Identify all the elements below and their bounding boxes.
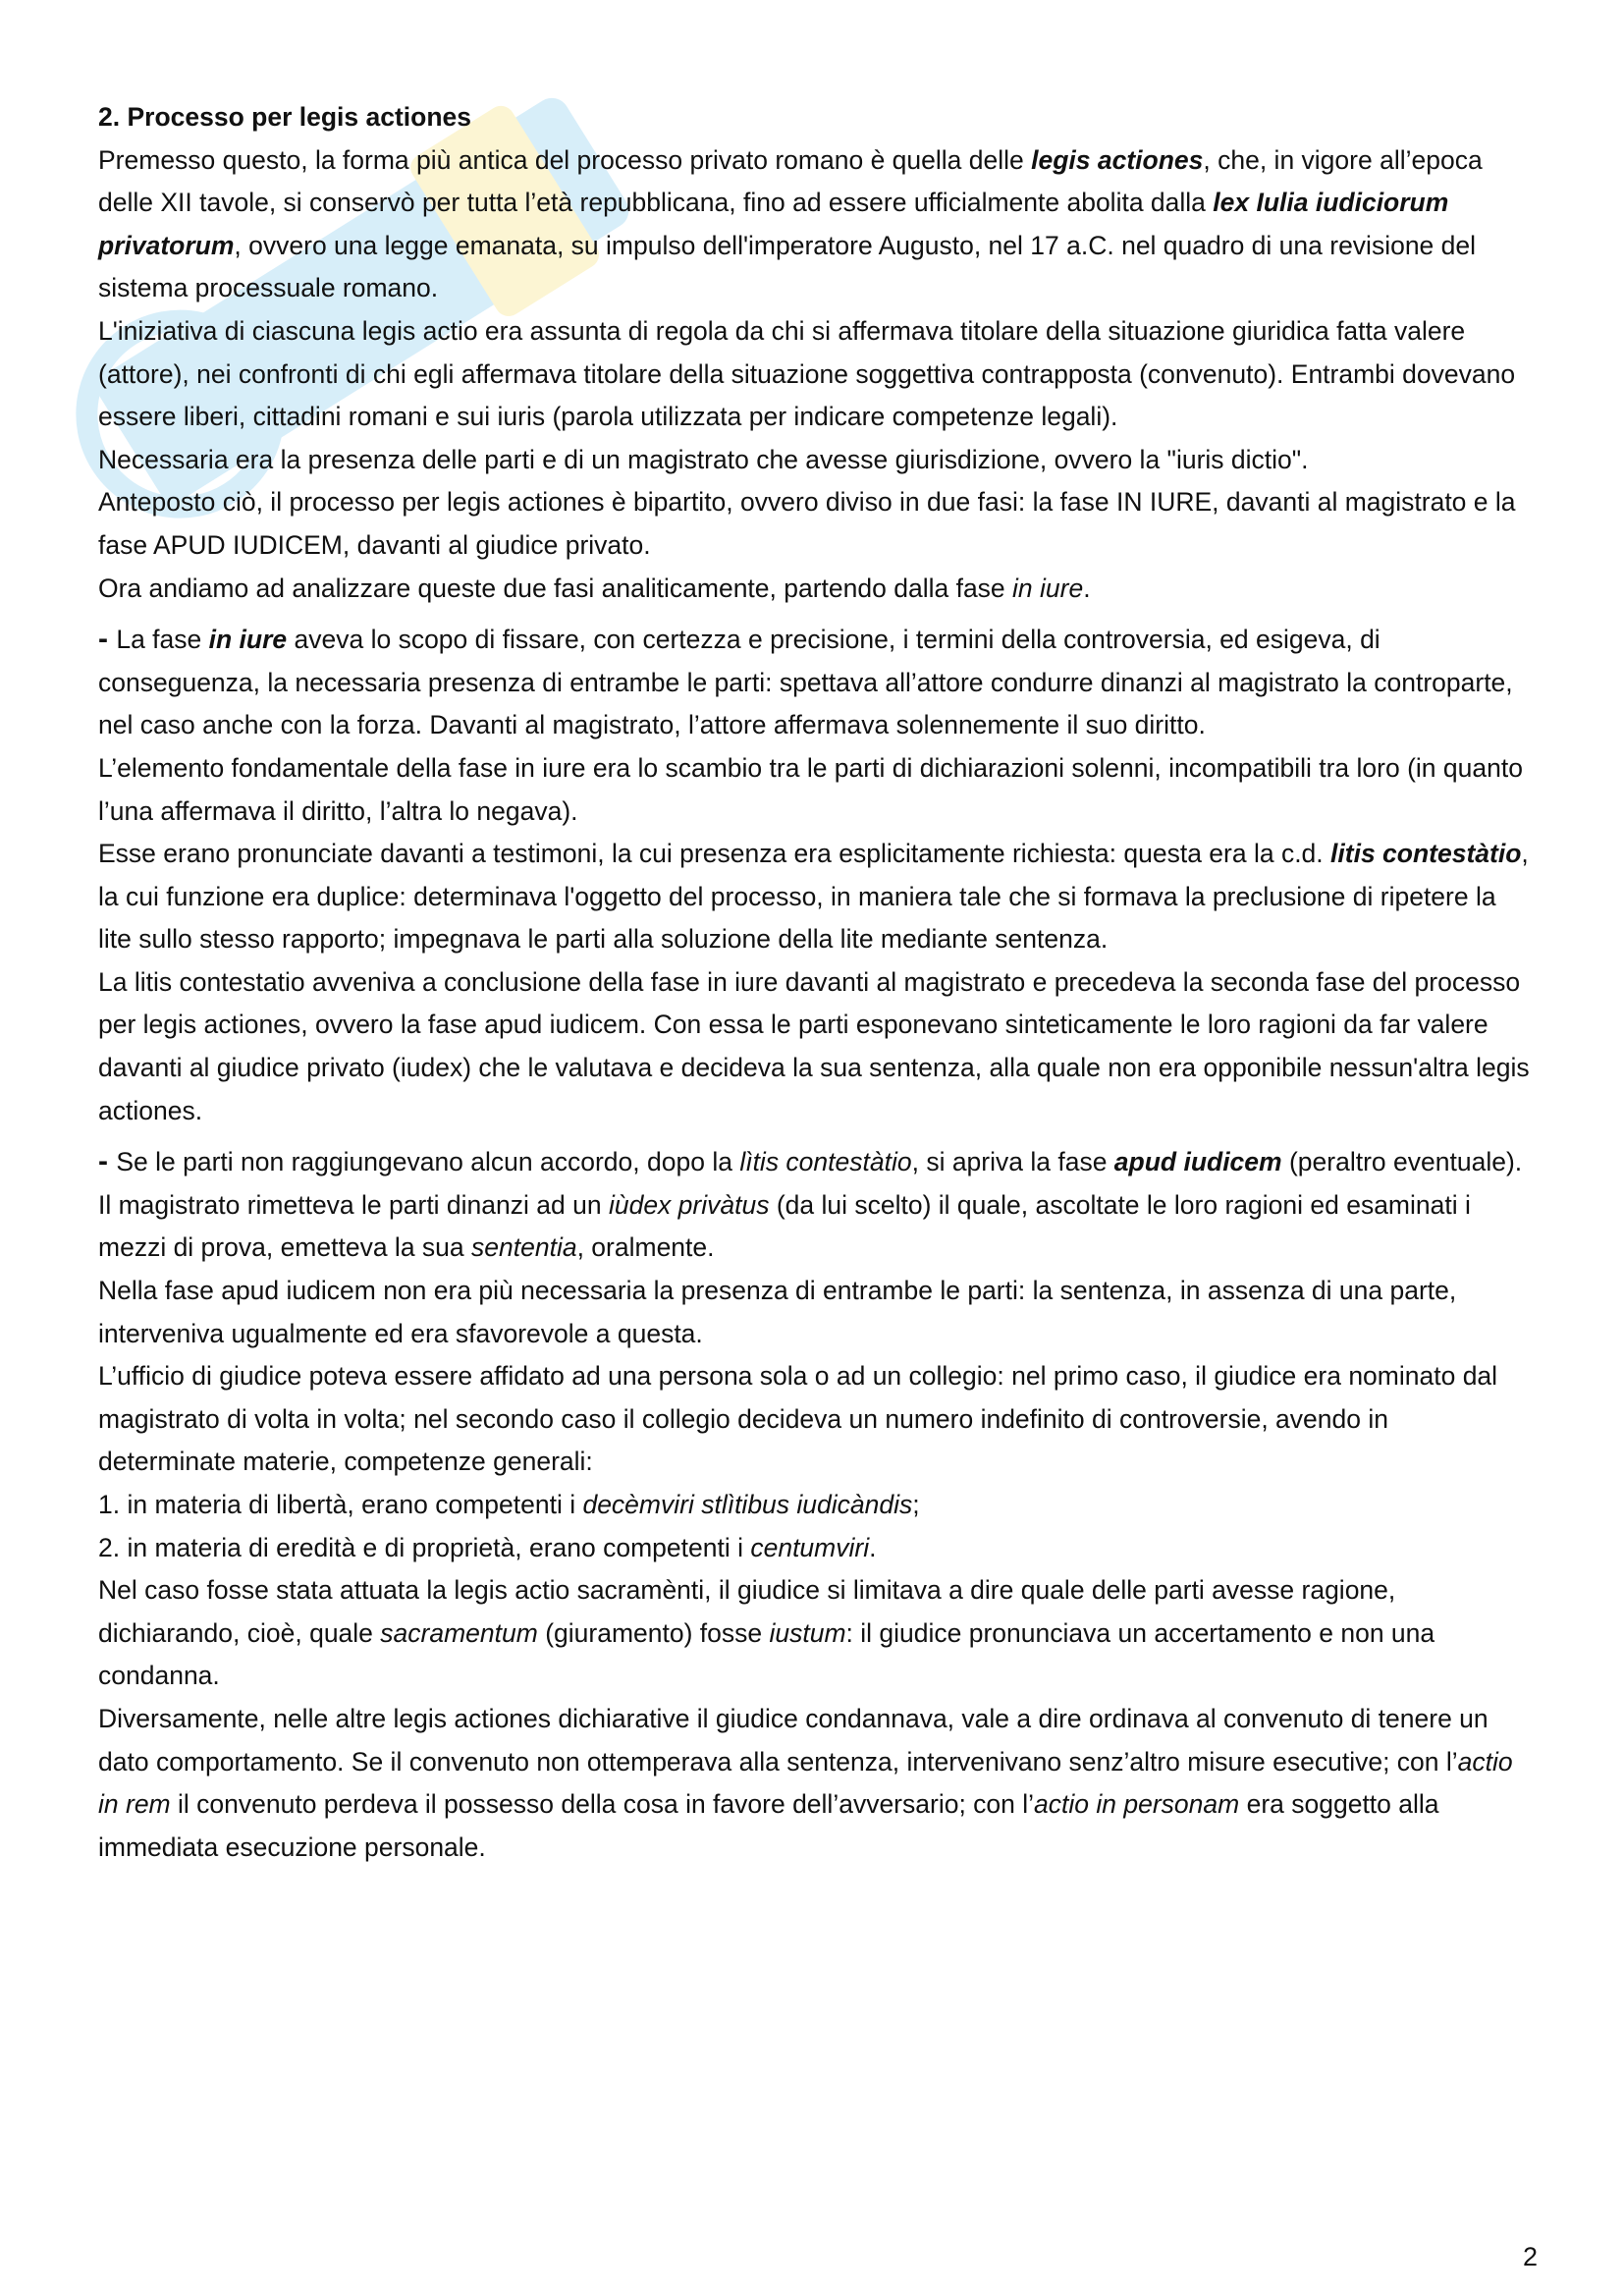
- text-run: (giuramento) fosse: [537, 1617, 770, 1648]
- emphasis-term: in iure: [208, 625, 288, 655]
- text-run: Ora andiamo ad analizzare queste due fasi analiticamente, partendo dalla fase: [98, 573, 1013, 603]
- text-run: Se le parti non raggiungevano alcun accordo, dopo la: [116, 1147, 740, 1177]
- text-run: , la cui funzione era duplice: determinava l'oggetto del processo, in maniera tale che si formava la preclusione di ripetere la lite sullo stesso rapporto; impegnava le parti alla soluzione della lite mediante sentenza.: [98, 839, 1529, 955]
- text-run: , ovvero una legge emanata, su impulso dell'imperatore Augusto, nel 17 a.C. nel quadro di una revisione del sistema processuale romano.: [98, 230, 1477, 303]
- section-heading: 2. Processo per legis actiones: [98, 102, 472, 132]
- emphasis-term: legis actiones: [1031, 144, 1204, 175]
- paragraph: [98, 1698, 1532, 1869]
- page-number: 2: [1522, 2242, 1538, 2271]
- paragraph: [98, 481, 1532, 567]
- text-run: La fase: [116, 625, 209, 655]
- bullet-paragraph: [98, 618, 1532, 747]
- text-run: (da lui scelto) il quale, ascoltate le loro ragioni ed esaminati i mezzi di prova, emetteva la sua: [98, 1189, 1471, 1263]
- text-run: : il giudice pronunciava un accertamento e non una condanna.: [98, 1617, 1435, 1691]
- italic-term: sacramentum: [380, 1617, 538, 1648]
- text-run: 1. in materia di libertà, erano competenti i: [98, 1490, 583, 1519]
- italic-term: centumviri: [750, 1532, 870, 1562]
- list-item: [98, 1484, 1532, 1527]
- italic-term: decèmviri stlìtibus iudicàndis: [582, 1490, 913, 1519]
- paragraph: [98, 961, 1532, 1132]
- paragraph: [98, 747, 1532, 833]
- text-run: il convenuto perdeva il possesso della cosa in favore dell’avversario; con l’: [170, 1789, 1035, 1820]
- text-run: La litis contestatio avveniva a conclusione della fase in iure davanti al magistrato e precedeva la seconda fase del processo per legis actiones, ovvero la fase apud iudicem. Con essa le parti esponevano sinteticamente le loro ragioni da far valere davanti al giudice privato (iudex) che le valutava e decideva la sua sentenza, alla quale non era opponibile nessun'altra legis actiones.: [98, 966, 1530, 1125]
- paragraph: [98, 833, 1532, 961]
- italic-term: iùdex privàtus: [608, 1189, 770, 1220]
- paragraph: [98, 439, 1532, 482]
- bullet-dash: -: [98, 1145, 117, 1178]
- text-run: Premesso questo, la forma più antica del processo privato romano è quella delle: [98, 144, 1032, 175]
- italic-term: iustum: [769, 1617, 846, 1648]
- text-run: Nella fase apud iudicem non era più necessaria la presenza di entrambe le parti: la sentenza, in assenza di una parte, interveniva ugualmente ed era sfavorevole a questa.: [98, 1276, 1457, 1348]
- paragraph: [98, 1569, 1532, 1698]
- italic-term: sententia: [471, 1232, 577, 1263]
- text-run: aveva lo scopo di fissare, con certezza e precisione, i termini della controversia, ed esigeva, di conseguenza, la necessaria presenza di entrambe le parti: spettava all’attore condurre dinanzi al magistrato la controparte, nel caso anche con la forza. Davanti al magistrato, l’attore affermava solennemente il suo diritto.: [98, 625, 1513, 740]
- text-run: , oralmente.: [576, 1232, 715, 1263]
- italic-term: actio in personam: [1034, 1789, 1240, 1820]
- text-run: .: [1083, 573, 1091, 603]
- emphasis-term: litis contestàtio: [1330, 839, 1522, 869]
- italic-term: actio in rem: [98, 1746, 1513, 1820]
- text-run: ;: [912, 1490, 920, 1519]
- text-run: Nel caso fosse stata attuata la legis actio sacramènti, il giudice si limitava a dire quale delle parti avesse ragione, dichiarando, cioè, quale: [98, 1575, 1396, 1648]
- text-run: era soggetto alla immediata esecuzione personale.: [98, 1789, 1439, 1862]
- emphasis-term: lex Iulia iudiciorum privatorum: [98, 188, 1449, 260]
- text-run: 2. in materia di eredità e di proprietà, erano competenti i: [98, 1532, 751, 1562]
- text-run: , si apriva la fase: [911, 1147, 1114, 1177]
- paragraph: [98, 568, 1532, 611]
- italic-term: in iure: [1012, 573, 1084, 603]
- text-run: L’elemento fondamentale della fase in iure era lo scambio tra le parti di dichiarazioni solenni, incompatibili tra loro (in quanto l’una affermava il diritto, l’altra lo negava).: [98, 752, 1523, 826]
- text-run: (peraltro eventuale). Il magistrato rimetteva le parti dinanzi ad un: [98, 1147, 1523, 1220]
- text-run: Esse erano pronunciate davanti a testimoni, la cui presenza era esplicitamente richiesta: questa era la c.d.: [98, 839, 1331, 869]
- text-run: L’ufficio di giudice poteva essere affidato ad una persona sola o ad un collegio: nel primo caso, il giudice era nominato dal magistrato di volta in volta; nel secondo caso il collegio decideva un numero indefinito di controversie, avendo in determinate materie, competenze generali:: [98, 1361, 1498, 1477]
- bullet-dash: -: [98, 623, 117, 656]
- paragraph: [98, 139, 1532, 310]
- text-run: L'iniziativa di ciascuna legis actio era assunta di regola da chi si affermava titolare della situazione giuridica fatta valere (attore), nei confronti di chi egli affermava titolare della situazione soggettiva contrapposta (convenuto). Entrambi dovevano essere liberi, cittadini romani e sui iuris (parola utilizzata per indicare competenze legali).: [98, 315, 1516, 432]
- text-run: Anteposto ciò, il processo per legis actiones è bipartito, ovvero diviso in due fasi: la fase IN IURE, davanti al magistrato e la fase APUD IUDICEM, davanti al giudice privato.: [98, 487, 1516, 560]
- document-body: [98, 96, 1532, 1869]
- text-run: .: [869, 1532, 877, 1562]
- text-run: Necessaria era la presenza delle parti e di un magistrato che avesse giurisdizione, ovvero la "iuris dictio".: [98, 444, 1309, 474]
- text-run: , che, in vigore all’epoca delle XII tavole, si conservò per tutta l’età repubblicana, fino ad essere ufficialmente abolita dalla: [98, 144, 1483, 218]
- text-run: Diversamente, nelle altre legis actiones dichiarative il giudice condannava, vale a dire ordinava al convenuto di tenere un dato comportamento. Se il convenuto non ottemperava alla sentenza, intervenivano senz’altro misure esecutive; con l’: [98, 1703, 1489, 1777]
- bullet-paragraph: [98, 1140, 1532, 1270]
- emphasis-term: apud iudicem: [1113, 1147, 1282, 1177]
- paragraph: [98, 310, 1532, 439]
- italic-term: lìtis contestàtio: [739, 1147, 912, 1177]
- paragraph: [98, 1355, 1532, 1484]
- paragraph: [98, 1270, 1532, 1355]
- list-item: [98, 1527, 1532, 1570]
